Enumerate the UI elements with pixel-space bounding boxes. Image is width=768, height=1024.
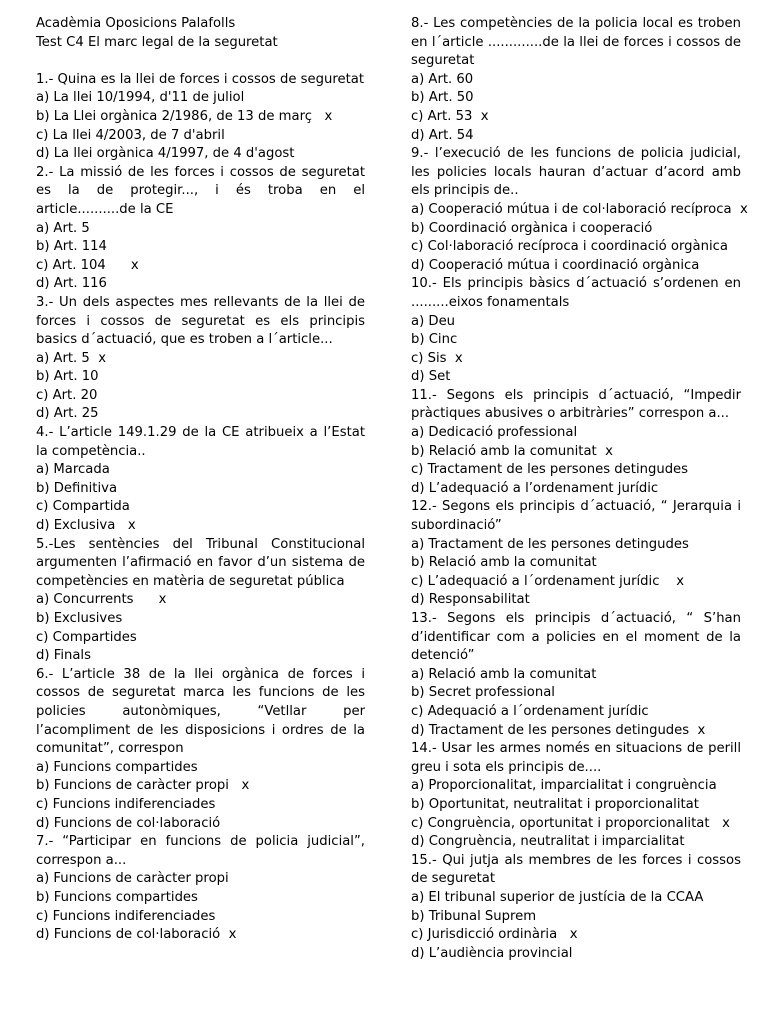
option-d: d) Art. 54	[411, 127, 474, 143]
option-b: b) Exclusives	[36, 611, 123, 626]
question-14	[411, 740, 741, 852]
option-c: c) Compartides	[36, 629, 137, 645]
option-c: c) Adequació a l´ordenament jurídic	[411, 703, 649, 719]
option-d: d) Tractament de les persones detingudes x	[411, 722, 706, 738]
option-b: b) Definitiva	[36, 480, 118, 496]
option-b: b) Oportunitat, neutralitat i proporcionalitat	[411, 796, 699, 812]
spacer	[36, 52, 365, 71]
question-9	[411, 145, 748, 275]
option-a: a) Funcions de caràcter propi	[36, 871, 229, 887]
question-13	[411, 610, 741, 740]
option-a: a) Marcada	[36, 462, 110, 478]
option-a: a) El tribunal superior de justícia de la CCAA	[411, 889, 704, 905]
option-d: d) Congruència, neutralitat i imparcialitat	[411, 834, 685, 850]
option-a: a) La llei 10/1994, d'11 de juliol	[36, 90, 245, 106]
option-c: c) Sis x	[411, 350, 463, 366]
option-b: b) Art. 10	[36, 369, 99, 385]
option-b: b) Funcions de caràcter propi x	[36, 778, 250, 794]
option-a: a) Proporcionalitat, imparcialitat i congruència	[411, 778, 717, 794]
question-11	[411, 387, 741, 499]
option-d: d) Art. 116	[36, 276, 107, 292]
option-d: d) Funcions de col·laboració x	[36, 927, 237, 943]
question-12	[411, 498, 741, 610]
option-b: b) Cinc	[411, 332, 458, 348]
option-b: b) Relació amb la comunitat	[411, 555, 597, 571]
option-a: a) Art. 60	[411, 71, 474, 87]
question-text: 10.- Els principis bàsics d´actuació s’ordenen en .........eixos fonamentals	[411, 276, 741, 310]
option-b: b) Relació amb la comunitat x	[411, 443, 613, 459]
question-7	[36, 833, 365, 945]
question-text: 8.- Les competències de la policia local es troben en l´article .............de la llei de forces i cossos de seguretat	[411, 16, 741, 69]
option-c: c) Jurisdicció ordinària x	[411, 927, 578, 943]
option-d: d) Art. 25	[36, 406, 99, 422]
option-d: d) Funcions de col·laboració	[36, 815, 221, 831]
option-c: c) Art. 20	[36, 387, 98, 403]
option-b: b) Coordinació orgànica i cooperació	[411, 220, 653, 236]
question-8	[411, 15, 741, 145]
option-b: b) La Llei orgànica 2/1986, de 13 de març x	[36, 108, 333, 124]
question-text: 6.- L’article 38 de la llei orgànica de forces i cossos de seguretat marca les funcions de les policies autonòmiques, “Vetllar per l’acompliment de les disposicions i ordres de la comunitat”, correspon	[36, 666, 365, 757]
question-1	[36, 71, 365, 164]
option-a: a) Funcions compartides	[36, 759, 198, 775]
question-2	[36, 164, 365, 294]
academy-name: Acadèmia Oposicions Palafolls	[36, 16, 236, 31]
option-d: d) L’adequació a l’ordenament jurídic	[411, 480, 659, 496]
question-text: 7.- “Participar en funcions de policia judicial”, correspon a...	[36, 834, 365, 868]
question-text: 11.- Segons els principis d´actuació, “Impedir pràctiques abusives o arbitràries” correspon a...	[411, 387, 741, 422]
option-a: a) Concurrents x	[36, 592, 167, 608]
question-text: 1.- Quina es la llei de forces i cossos de seguretat	[36, 71, 365, 87]
question-text: 12.- Segons els principis d´actuació, “ Jerarquia i subordinació”	[411, 499, 741, 534]
right-column	[411, 15, 748, 963]
option-b: b) Tribunal Suprem	[411, 908, 537, 924]
option-b: b) Funcions compartides	[36, 889, 198, 905]
question-6	[36, 666, 365, 833]
option-d: d) Cooperació mútua i coordinació orgànica	[411, 257, 700, 273]
question-text: 14.- Usar les armes només en situacions de perill greu i sota els principis de....	[411, 741, 741, 775]
option-c: c) Col·laboració recíproca i coordinació orgànica	[411, 239, 728, 255]
option-d: d) La llei orgànica 4/1997, de 4 d'agost	[36, 146, 295, 162]
question-text: 2.- La missió de les forces i cossos de seguretat es la de protegir..., i és troba en el article..........de la CE	[36, 164, 365, 217]
option-b: b) Secret professional	[411, 685, 555, 701]
option-d: d) Exclusiva x	[36, 518, 136, 534]
option-a: a) Art. 5	[36, 220, 90, 236]
option-a: a) Relació amb la comunitat	[411, 666, 597, 682]
question-text: 9.- l’execució de les funcions de policia judicial, les policies locals hauran d’actuar d’acord amb els principis de..	[411, 146, 741, 199]
option-c: c) Funcions indiferenciades	[36, 908, 216, 924]
option-c: c) Tractament de les persones detingudes	[411, 462, 689, 478]
question-4	[36, 424, 365, 536]
question-text: 3.- Un dels aspectes mes rellevants de la llei de forces i cossos de seguretat es els principis basics d´actuació, que es troben a l´article...	[36, 294, 365, 348]
option-d: d) Responsabilitat	[411, 592, 530, 608]
question-15	[411, 852, 741, 964]
option-a: a) Dedicació professional	[411, 425, 578, 441]
option-c: c) Compartida	[36, 499, 130, 515]
question-text: 15.- Qui jutja als membres de les forces i cossos de seguretat	[411, 852, 741, 887]
question-3	[36, 294, 365, 424]
question-10	[411, 275, 741, 387]
option-c: c) La llei 4/2003, de 7 d'abril	[36, 127, 225, 143]
option-c: c) Art. 104 x	[36, 257, 139, 273]
option-c: c) Funcions indiferenciades	[36, 796, 216, 812]
option-c: c) L’adequació a l´ordenament jurídic x	[411, 573, 685, 589]
option-d: d) L’audiència provincial	[411, 945, 573, 961]
option-b: b) Art. 114	[36, 239, 107, 255]
option-c: c) Art. 53 x	[411, 108, 489, 124]
option-d: d) Finals	[36, 648, 91, 664]
question-text: 13.- Segons els principis d´actuació, “ S’han d’identificar com a policies en el moment de la detenció”	[411, 611, 741, 664]
option-a: a) Cooperació mútua i de col·laboració recíproca x	[411, 201, 748, 217]
option-d: d) Set	[411, 369, 451, 385]
question-text: 5.-Les sentències del Tribunal Constitucional argumenten l’afirmació en favor d’un sistema de competències en matèria de seguretat pública	[36, 536, 365, 589]
option-b: b) Art. 50	[411, 90, 474, 106]
option-a: a) Deu	[411, 313, 456, 329]
left-column	[36, 15, 365, 945]
option-a: a) Tractament de les persones detingudes	[411, 536, 689, 552]
option-a: a) Art. 5 x	[36, 350, 106, 366]
question-text: 4.- L’article 149.1.29 de la CE atribueix a l’Estat la competència..	[36, 425, 365, 459]
option-c: c) Congruència, oportunitat i proporcionalitat x	[411, 815, 730, 831]
test-title: Test C4 El marc legal de la seguretat	[36, 34, 278, 50]
question-5	[36, 536, 365, 666]
